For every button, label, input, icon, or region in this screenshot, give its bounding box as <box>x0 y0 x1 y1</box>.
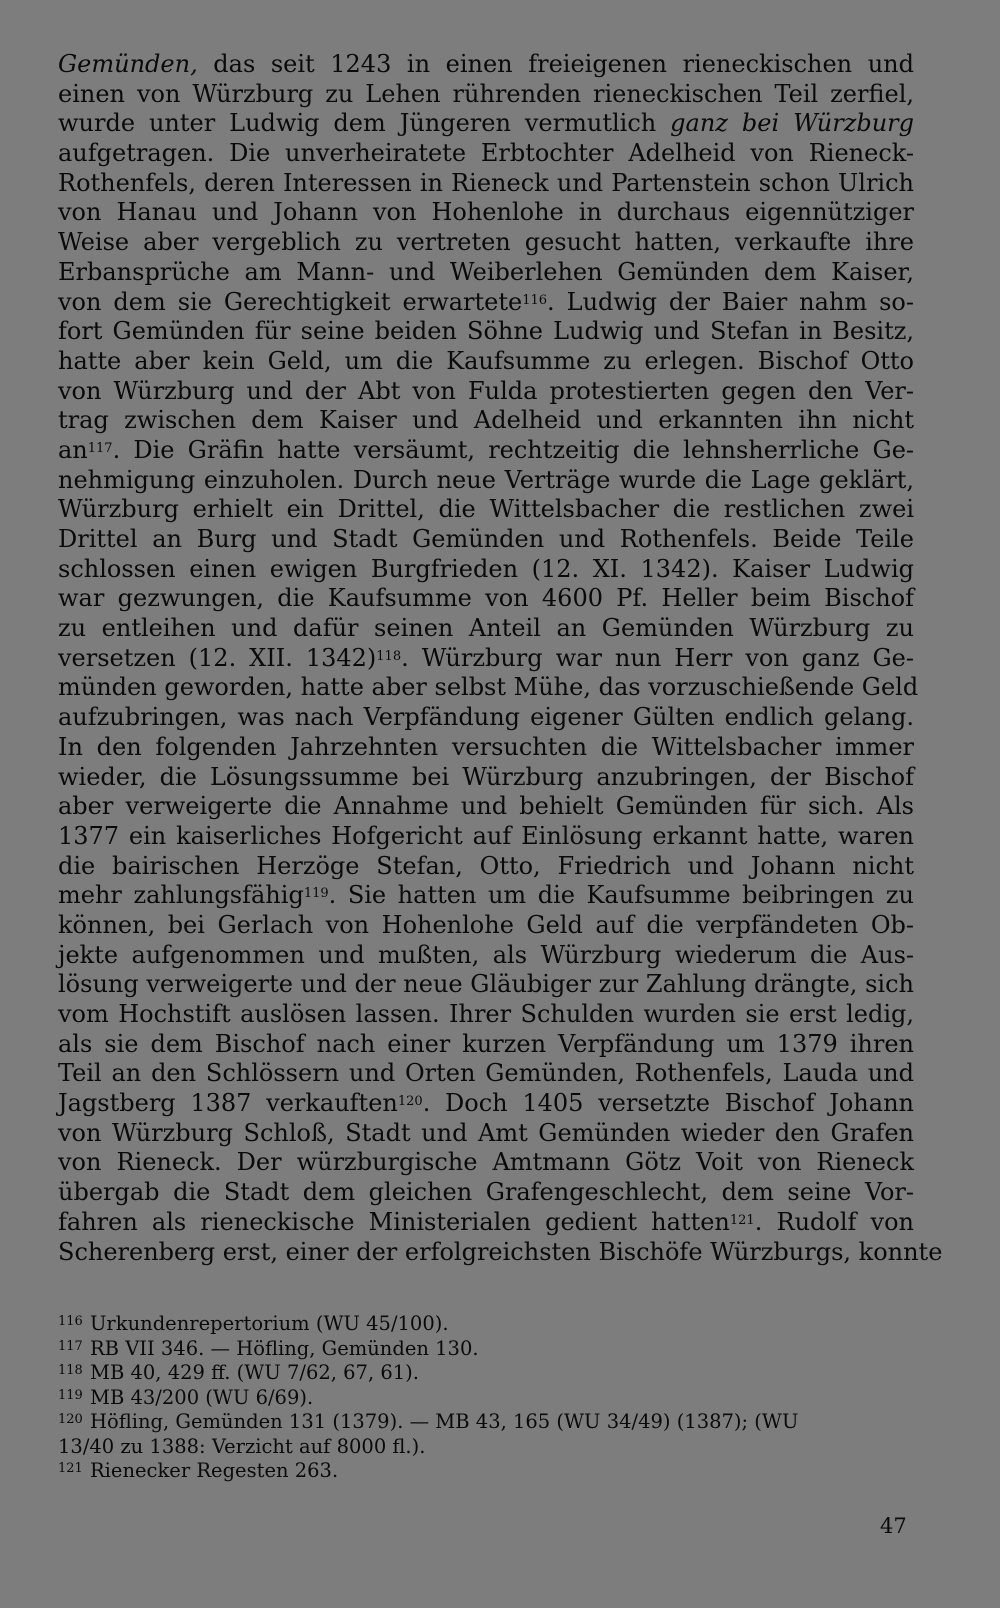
text-line <box>58 941 914 971</box>
text-segment: als sie dem Bischof nach einer kurzen Verpfändung um 1379 ihren <box>58 1029 914 1058</box>
footnote-number: 120 <box>58 1412 83 1427</box>
text-line <box>58 584 914 614</box>
text-segment: wurde unter Ludwig dem Jüngeren vermutlich <box>58 109 657 138</box>
text-line <box>58 406 914 436</box>
text-line <box>58 109 914 139</box>
text-line <box>58 228 914 258</box>
text-segment: . Doch 1405 versetzte Bischof Johann <box>422 1089 914 1118</box>
footnote-text: RB VII 346. — Höfling, Gemünden 130. <box>90 1336 479 1360</box>
main-text <box>58 50 943 1267</box>
text-line <box>58 1208 914 1238</box>
text-segment: fort Gemünden für seine beiden Söhne Ludwig und Stefan in Besitz, <box>58 317 914 346</box>
text-segment: Scherenberg erst, einer der erfolgreichsten Bischöfe Würzburgs, konnte <box>58 1237 943 1266</box>
text-segment: . Sie hatten um die Kaufsumme beibringen zu <box>328 881 914 910</box>
footnote-number: 121 <box>58 1461 83 1476</box>
text-line <box>58 1089 914 1119</box>
text-segment: Erbansprüche am Mann- und Weiberlehen Gemünden dem Kaiser, <box>58 257 914 286</box>
text-line <box>58 50 914 80</box>
text-line <box>58 80 914 110</box>
footnotes <box>58 1312 914 1484</box>
text-segment: versetzen (12. XII. 1342) <box>58 643 377 672</box>
footnote <box>58 1410 914 1435</box>
italic-phrase: ganz bei Würzburg <box>670 109 914 138</box>
italic-place-name: Gemünden, <box>58 50 198 78</box>
text-segment: vom Hochstift auslösen lassen. Ihrer Schulden wurden sie erst ledig, <box>58 1000 914 1028</box>
footnote-text: Urkundenrepertorium (WU 45/100). <box>90 1312 449 1335</box>
text-segment: Würzburg erhielt ein Drittel, die Wittelsbacher die restlichen zwei <box>58 495 914 524</box>
footnote <box>58 1459 914 1484</box>
text-segment: . Rudolf von <box>754 1207 915 1236</box>
text-line <box>58 288 914 318</box>
text-line <box>58 763 914 793</box>
text-line <box>58 1030 914 1060</box>
text-segment: . Ludwig der Baier nahm so- <box>547 287 914 316</box>
footnote-continuation <box>58 1435 914 1460</box>
text-line <box>58 525 914 555</box>
footnote <box>58 1361 914 1386</box>
text-line <box>58 881 914 911</box>
text-segment: 1377 ein kaiserliches Hofgericht auf Einlösung erkannt hatte, waren <box>58 821 914 850</box>
text-segment: mehr zahlungsfähig <box>58 881 304 910</box>
text-segment: lösung verweigerte und der neue Gläubiger zur Zahlung drängte, sich <box>58 970 914 999</box>
text-segment: von Rieneck. Der würzburgische Amtmann Götz Voit von Rieneck <box>58 1148 914 1177</box>
text-line <box>58 258 914 288</box>
text-line <box>58 673 919 703</box>
text-segment: übergab die Stadt dem gleichen Grafengeschlecht, dem seine Vor- <box>58 1178 914 1207</box>
text-segment: Teil an den Schlössern und Orten Gemünden, Rothenfels, Lauda und <box>58 1059 914 1088</box>
text-segment: die bairischen Herzöge Stefan, Otto, Friedrich und Johann nicht <box>58 851 914 880</box>
text-line <box>58 555 914 585</box>
text-line <box>58 466 914 496</box>
text-line <box>58 317 914 347</box>
text-line <box>58 911 914 941</box>
text-line <box>58 1148 914 1178</box>
footnote-number: 116 <box>58 1314 83 1329</box>
text-line <box>58 614 914 644</box>
footnote-number: 118 <box>58 1363 83 1378</box>
text-segment: von dem sie Gerechtigkeit erwartete <box>58 287 523 316</box>
footnote-text: MB 43/200 (WU 6/69). <box>90 1385 314 1409</box>
text-line <box>58 644 914 674</box>
footnote-reference: 119 <box>303 886 329 902</box>
footnote-text: Rienecker Regesten 263. <box>90 1459 339 1482</box>
footnote-reference: 116 <box>522 292 548 308</box>
text-segment: . Würzburg war nun Herr von ganz Ge- <box>401 643 914 672</box>
text-line <box>58 1119 914 1149</box>
footnote-reference: 120 <box>397 1094 423 1110</box>
footnote <box>58 1337 914 1362</box>
page-number: 47 <box>880 1514 907 1538</box>
text-segment: war gezwungen, die Kaufsumme von 4600 Pf. Heller beim Bischof <box>58 584 914 613</box>
text-segment: können, bei Gerlach von Hohenlohe Geld auf die verpfändeten Ob- <box>58 910 914 939</box>
footnote-text: 13/40 zu 1388: Verzicht auf 8000 fl.). <box>58 1434 426 1458</box>
footnote-reference: 117 <box>87 440 113 456</box>
text-segment: von Hanau und Johann von Hohenlohe in durchaus eigennütziger <box>58 198 914 227</box>
text-segment: Weise aber vergeblich zu vertreten gesucht hatten, verkaufte ihre <box>58 228 914 257</box>
text-line <box>58 1178 914 1208</box>
text-segment: trag zwischen dem Kaiser und Adelheid und erkannten ihn nicht <box>58 406 914 435</box>
text-segment: einen von Würzburg zu Lehen rührenden rieneckischen Teil zerfiel, <box>58 79 914 108</box>
text-segment: Rothenfels, deren Interessen in Rieneck und Partenstein schon Ulrich <box>58 168 914 197</box>
text-segment: Jagstberg 1387 verkauften <box>58 1089 398 1118</box>
footnote <box>58 1312 914 1337</box>
text-line <box>58 970 914 1000</box>
text-line <box>58 792 914 822</box>
footnote-number: 119 <box>58 1387 83 1403</box>
text-segment: In den folgenden Jahrzehnten versuchten die Wittelsbacher immer <box>58 732 914 761</box>
footnote-text: MB 40, 429 ff. (WU 7/62, 67, 61). <box>90 1361 419 1384</box>
text-segment: das seit 1243 in einen freieigenen rieneckischen und <box>213 50 914 78</box>
text-segment: fahren als rieneckische Ministerialen gedient hatten <box>58 1207 730 1236</box>
text-segment: hatte aber kein Geld, um die Kaufsumme zu erlegen. Bischof Otto <box>58 346 914 375</box>
text-line <box>58 198 914 228</box>
text-line <box>58 1000 914 1030</box>
text-segment: an <box>58 435 88 464</box>
text-line <box>58 1059 914 1089</box>
text-line <box>58 436 914 466</box>
footnote <box>58 1386 914 1411</box>
text-line <box>58 703 914 733</box>
text-line <box>58 347 914 377</box>
text-segment: Drittel an Burg und Stadt Gemünden und Rothenfels. Beide Teile <box>58 525 914 553</box>
text-segment: von Würzburg Schloß, Stadt und Amt Gemünden wieder den Grafen <box>58 1118 914 1147</box>
text-line <box>58 733 914 763</box>
text-segment: aber verweigerte die Annahme und behielt Gemünden für sich. Als <box>58 792 914 821</box>
text-line <box>58 169 914 199</box>
text-segment: münden geworden, hatte aber selbst Mühe, das vorzuschießende Geld <box>58 673 919 702</box>
text-line <box>58 852 914 882</box>
text-segment: von Würzburg und der Abt von Fulda protestierten gegen den Ver- <box>58 376 914 405</box>
footnote-reference: 118 <box>376 648 402 664</box>
text-segment: schlossen einen ewigen Burgfrieden (12. XI. 1342). Kaiser Ludwig <box>58 554 914 583</box>
text-segment: aufzubringen, was nach Verpfändung eigener Gülten endlich gelang. <box>58 703 914 732</box>
text-segment: aufgetragen. Die unverheiratete Erbtochter Adelheid von Rieneck- <box>58 139 914 168</box>
text-segment: jekte aufgenommen und mußten, als Würzburg wiederum die Aus- <box>58 940 914 969</box>
text-segment: . Die Gräfin hatte versäumt, rechtzeitig die lehnsherrliche Ge- <box>112 435 914 464</box>
text-line <box>58 1237 943 1268</box>
footnote-reference: 121 <box>729 1212 755 1228</box>
text-line <box>58 377 914 407</box>
footnote-text: Höfling, Gemünden 131 (1379). — MB 43, 165 (WU 34/49) (1387); (WU <box>90 1410 799 1433</box>
text-line <box>58 139 914 169</box>
text-line <box>58 495 914 525</box>
footnote-number: 117 <box>58 1338 83 1354</box>
text-segment: wieder, die Lösungssumme bei Würzburg anzubringen, der Bischof <box>58 762 914 791</box>
text-segment: nehmigung einzuholen. Durch neue Verträge wurde die Lage geklärt, <box>58 465 914 494</box>
text-segment: zu entleihen und dafür seinen Anteil an Gemünden Würzburg zu <box>58 614 914 643</box>
text-line <box>58 822 914 852</box>
